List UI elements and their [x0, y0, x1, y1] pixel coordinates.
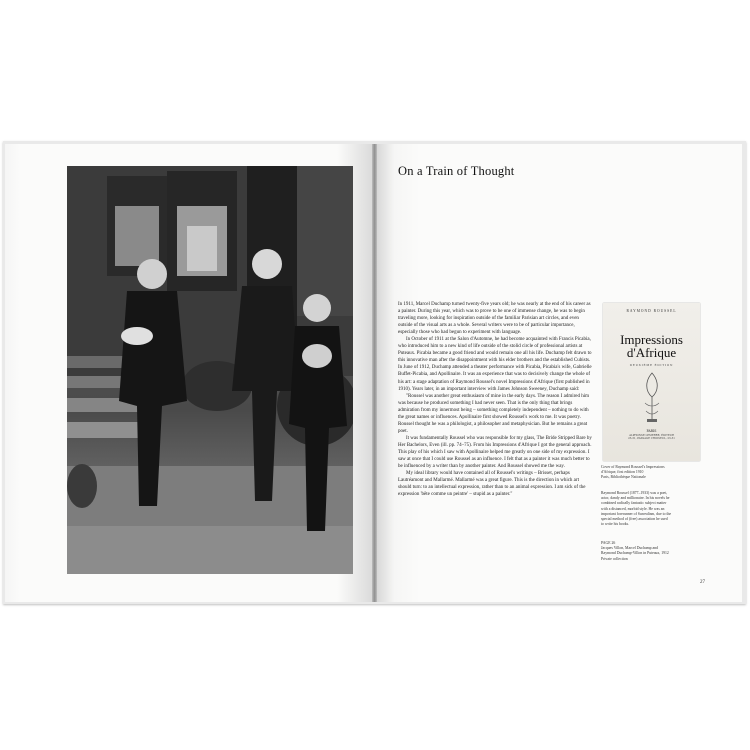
- paragraph: "Roussel was another great enthusiasm of mine in the early days. The reason I admired him was because he produced something I had never seen. That is the only thing that brings admiration from my innermost being – something completely independent – nothing to do with the great names or influences. Apollinaire first showed Roussel's work to me. It was poetry. Roussel thought he was a philologist, a philosopher and metaphysician. But he remains a great poet.: [398, 393, 590, 434]
- cover-author: RAYMOND ROUSSEL: [626, 309, 677, 313]
- cover-title-line: d'Afrique: [626, 345, 677, 360]
- body-text: [398, 301, 592, 498]
- caption-line: Jacques Villon, Marcel Duchamp and: [601, 546, 658, 551]
- caption-line: Private collection: [601, 556, 628, 561]
- caption-line: important forerunner of Surrealism, due to the: [601, 511, 672, 516]
- historical-photo: [67, 166, 353, 574]
- page-number: 27: [700, 580, 705, 585]
- caption-line: combined radically fantastic subject matter: [601, 501, 667, 506]
- cover-ornament: [641, 371, 663, 425]
- caption-line: Raymond Duchamp-Villon in Puteaux, 1912: [601, 551, 669, 556]
- book-gutter: [372, 144, 377, 602]
- caption-line: Paris, Bibliothèque Nationale: [601, 475, 646, 480]
- book-cover-image: [603, 303, 700, 461]
- caption-line: Cover of Raymond Roussel's Impressions: [601, 465, 665, 469]
- caption-cover: [601, 465, 711, 481]
- cover-city: PARIS: [646, 429, 657, 433]
- caption-roussel: [601, 491, 711, 527]
- caption-photo: [601, 541, 711, 562]
- caption-line: PAGE 26: [601, 541, 616, 545]
- cover-edition: DEUXIÈME ÉDITION: [629, 363, 674, 367]
- cover-title-line: Impressions: [620, 332, 683, 347]
- cover-title: [603, 333, 700, 359]
- paragraph: My ideal library would have contained all of Roussel's writings – Brisset, perhaps Lautréamont and Mallarmé. Mallarmé was a great figure. This is the direction in which art should turn: to an intellectual expression, rather than to an animal expression. I am sick of the expression 'bête comme un peintre' – stupid as a painter.": [398, 471, 586, 498]
- cover-publisher-line: ALPHONSE LEMERRE, ÉDITEUR: [629, 434, 674, 437]
- caption-line: d'Afrique, first edition 1910: [601, 470, 644, 475]
- caption-line: actor, dandy and millionaire. In his novels he: [601, 496, 670, 501]
- paragraph: In 1911, Marcel Duchamp turned twenty-five years old; he was nearly at the end of his career as a painter. During this year, which was to prove to be one of immense change, he was to begin traveling more, looking for inspiration outside of the familiar Parisian art circles, and even outside of the visual arts as a whole. Several writers were to be of particular importance, especially those who had begun to experiment with language.: [398, 302, 591, 336]
- photo-illustration: [67, 166, 353, 574]
- chapter-title: On a Train of Thought: [398, 164, 515, 178]
- caption-line: to write his books.: [601, 522, 630, 527]
- caption-line: with a distanced, morbid style. He was an: [601, 506, 665, 511]
- paragraph: It was fundamentally Roussel who was responsible for my glass, The Bride Stripped Bare by Her Bachelors, Even (ill. pp. 74–75). From his Impressions d'Afrique I got the general approach. This play of his which I saw with Apollinaire helped me greatly on one side of my expression. I saw at once that I could use Roussel as an influence. I felt that as a painter it was much better to be influenced by a writer than by another painter. And Roussel showed me the way.: [398, 435, 592, 470]
- cover-publisher-line: 23-31, PASSAGE CHOISEUL, 23-31: [628, 437, 675, 441]
- cover-publisher: [603, 434, 700, 441]
- paragraph: In October of 1911 at the Salon d'Automne, he had become acquainted with Francis Picabia, who introduced him to a new kind of life outside of the stolid circle of professional artists at Puteaux. Picabia became a good friend and would remain one all his life. Duchamp felt drawn to this innovative man after the disappointment with his elder brothers and the established Cubists. In June of 1912, Duchamp attended a theater performance with Picabia, Picabia's wife, Gabrielle Buffet-Picabia, and Apollinaire. It was an experience that was to decisively change the whole of his art: a stage adaptation of Raymond Roussel's novel Impressions d'Afrique (first published in 1910). Years later, in an important interview with James Johnson Sweeney, Duchamp said:: [398, 337, 592, 392]
- caption-line: special method of (free) association he used: [601, 517, 668, 522]
- caption-line: Raymond Roussel (1877–1933) was a poet,: [601, 491, 668, 495]
